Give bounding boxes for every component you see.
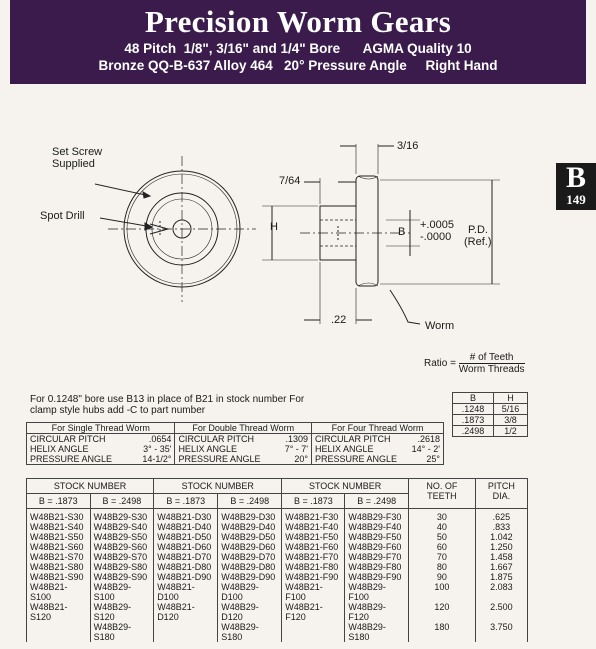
stock-number-header: STOCK NUMBER: [154, 479, 282, 494]
bh-cell: 1/2: [493, 426, 527, 437]
stock-number-cell: [282, 622, 345, 642]
set-screw-supplied-label: Supplied: [52, 158, 95, 170]
stock-number-cell: W48B29-S30: [90, 509, 154, 523]
stock-number-cell: W48B21-D30: [154, 509, 218, 523]
stock-number-cell: W48B29-D60: [218, 542, 282, 552]
stock-number-header: STOCK NUMBER: [27, 479, 154, 494]
single-thread-specs: [27, 434, 175, 465]
pitch-dia-cell: .833: [475, 522, 527, 532]
page-number: 149: [566, 192, 586, 207]
stock-number-cell: W48B21-D70: [154, 552, 218, 562]
stock-number-cell: W48B29-D70: [218, 552, 282, 562]
stock-number-cell: W48B29-D90: [218, 572, 282, 582]
teeth-cell: 180: [409, 622, 476, 642]
pitch-diameter-label: P.D.: [468, 224, 488, 236]
stock-number-cell: W48B21-F30: [282, 509, 345, 523]
spec-value: 14-1/2°: [142, 454, 172, 464]
stock-number-cell: [154, 622, 218, 642]
teeth-cell: 30: [409, 509, 476, 523]
stock-number-cell: W48B29-F40: [345, 522, 409, 532]
spec-label: HELIX ANGLE: [30, 444, 89, 454]
stock-number-cell: W48B21-S80: [27, 562, 91, 572]
stock-number-cell: W48B21-F70: [282, 552, 345, 562]
material-spec: Bronze QQ-B-637 Alloy 464: [98, 58, 273, 73]
bore-b-label: B: [398, 226, 406, 238]
spec-value: 20°: [294, 454, 309, 464]
width-3-16-label: 3/16: [397, 140, 419, 152]
bh-cell: 3/8: [493, 415, 527, 426]
pitch-dia-cell: 2.500: [475, 602, 527, 622]
stock-number-cell: W48B29-F70: [345, 552, 409, 562]
stock-number-cell: W48B29-D80: [218, 562, 282, 572]
single-thread-title: For Single Thread Worm: [27, 423, 175, 434]
gear-front-view: [95, 156, 256, 302]
stock-number-cell: W48B21-D100: [154, 582, 218, 602]
spec-label: CIRCULAR PITCH: [178, 434, 254, 444]
hub-7-64-label: 7/64: [279, 175, 301, 187]
teeth-header: NO. OF TEETH: [409, 479, 476, 509]
stock-number-cell: W48B29-S120: [90, 602, 154, 622]
stock-number-cell: W48B21-F50: [282, 532, 345, 542]
four-thread-title: For Four Thread Worm: [312, 423, 444, 434]
stock-number-cell: W48B21-D60: [154, 542, 218, 552]
header-line-1: [10, 40, 586, 57]
spot-drill-label: Spot Drill: [40, 210, 85, 222]
bore-2498-header: B = .2498: [90, 494, 154, 509]
bh-cell: .2498: [453, 426, 494, 437]
stock-number-cell: [27, 622, 91, 642]
spec-label: PRESSURE ANGLE: [178, 454, 261, 464]
gear-drawing: [0, 84, 596, 354]
table-row: [453, 404, 528, 415]
stock-number-cell: W48B29-D40: [218, 522, 282, 532]
pitch-dia-header: PITCH DIA.: [475, 479, 527, 509]
table-row: [27, 542, 528, 552]
table-row: [27, 562, 528, 572]
pitch-dia-cell: .625: [475, 509, 527, 523]
stock-number-cell: W48B21-S50: [27, 532, 91, 542]
pitch-dia-cell: 2.083: [475, 582, 527, 602]
bh-header-b: B: [453, 393, 494, 404]
bore-1873-header: B = .1873: [282, 494, 345, 509]
spec-value: 3° - 35': [143, 444, 172, 454]
page-title: Precision Worm Gears: [144, 4, 452, 39]
stock-number-cell: W48B21-D40: [154, 522, 218, 532]
spec-label: CIRCULAR PITCH: [30, 434, 106, 444]
spec-label: PRESSURE ANGLE: [315, 454, 398, 464]
gear-side-view: [262, 144, 500, 324]
pitch-dia-cell: 1.250: [475, 542, 527, 552]
stock-number-cell: W48B29-S60: [90, 542, 154, 552]
table-row: [27, 552, 528, 562]
table-row: [27, 509, 528, 523]
stock-number-header: STOCK NUMBER: [282, 479, 409, 494]
double-thread-title: For Double Thread Worm: [175, 423, 312, 434]
bore-1873-header: B = .1873: [27, 494, 91, 509]
ratio-formula: [424, 352, 525, 375]
teeth-cell: 120: [409, 602, 476, 622]
stock-number-cell: W48B21-D90: [154, 572, 218, 582]
stock-number-cell: W48B21-F100: [282, 582, 345, 602]
stock-number-cell: W48B21-S60: [27, 542, 91, 552]
table-row: [453, 415, 528, 426]
table-row: [27, 532, 528, 542]
spec-label: PRESSURE ANGLE: [30, 454, 113, 464]
spec-value: .0654: [148, 434, 172, 444]
tolerance-minus: -.0000: [420, 231, 452, 243]
ratio-numerator: # of Teeth: [459, 352, 525, 364]
hand-spec: Right Hand: [425, 58, 498, 73]
bore-2498-header: B = .2498: [345, 494, 409, 509]
stock-number-cell: W48B29-F30: [345, 509, 409, 523]
teeth-cell: 40: [409, 522, 476, 532]
spec-label: HELIX ANGLE: [178, 444, 237, 454]
pitch-dia-cell: 1.458: [475, 552, 527, 562]
stock-number-cell: W48B21-F120: [282, 602, 345, 622]
spec-value: 14° - 2': [411, 444, 440, 454]
double-thread-specs: [175, 434, 312, 465]
bore-hub-table: [452, 392, 528, 437]
stock-number-cell: W48B21-F40: [282, 522, 345, 532]
stock-number-cell: W48B21-S120: [27, 602, 91, 622]
worm-label: Worm: [425, 320, 455, 332]
stock-number-cell: W48B29-S180: [345, 622, 409, 642]
stock-number-cell: W48B29-D100: [218, 582, 282, 602]
stock-number-cell: W48B29-F120: [345, 602, 409, 622]
pitch-dia-cell: 3.750: [475, 622, 527, 642]
stock-number-cell: W48B21-S70: [27, 552, 91, 562]
stock-number-cell: W48B21-D120: [154, 602, 218, 622]
section-letter: B: [565, 161, 586, 194]
stock-number-cell: W48B21-F60: [282, 542, 345, 552]
table-row: [27, 572, 528, 582]
stock-number-table: [26, 478, 528, 642]
stock-number-cell: W48B29-F100: [345, 582, 409, 602]
stock-number-cell: W48B29-D50: [218, 532, 282, 542]
stock-number-cell: W48B29-S70: [90, 552, 154, 562]
stock-number-cell: W48B21-F80: [282, 562, 345, 572]
ratio-denominator: Worm Threads: [458, 364, 525, 375]
offset-22-label: .22: [331, 314, 347, 326]
stock-number-cell: W48B21-D80: [154, 562, 218, 572]
teeth-cell: 50: [409, 532, 476, 542]
stock-number-cell: W48B29-D120: [218, 602, 282, 622]
table-row: [27, 582, 528, 602]
stock-number-cell: W48B29-F90: [345, 572, 409, 582]
stock-number-cell: W48B21-S30: [27, 509, 91, 523]
stock-number-cell: W48B29-S40: [90, 522, 154, 532]
stock-number-cell: W48B21-F90: [282, 572, 345, 582]
stock-number-cell: W48B21-S90: [27, 572, 91, 582]
bh-cell: 5/16: [493, 404, 527, 415]
teeth-cell: 100: [409, 582, 476, 602]
ratio-fraction: [459, 352, 525, 375]
spec-value: .1309: [285, 434, 309, 444]
stock-number-cell: W48B29-S180: [218, 622, 282, 642]
spec-value: 7° - 7': [284, 444, 309, 454]
pressure-angle-spec: 20° Pressure Angle: [284, 58, 407, 73]
ordering-note: For 0.1248" bore use B13 in place of B21 in stock number For clamp style hubs add -C to part number: [30, 394, 305, 416]
table-row: [453, 426, 528, 437]
stock-number-cell: W48B29-F80: [345, 562, 409, 572]
pitch-dia-cell: 1.667: [475, 562, 527, 572]
page-header: [10, 0, 586, 84]
stock-number-cell: W48B29-D30: [218, 509, 282, 523]
spec-label: CIRCULAR PITCH: [315, 434, 391, 444]
pitch-dia-cell: 1.875: [475, 572, 527, 582]
spec-value: 25°: [426, 454, 440, 464]
four-thread-specs: [312, 434, 444, 465]
bh-header-h: H: [493, 393, 527, 404]
table-row: [27, 602, 528, 622]
stock-number-cell: W48B29-S80: [90, 562, 154, 572]
stock-number-cell: W48B29-S180: [90, 622, 154, 642]
stock-number-cell: W48B21-D50: [154, 532, 218, 542]
bore-2498-header: B = .2498: [218, 494, 282, 509]
stock-number-cell: W48B21-S40: [27, 522, 91, 532]
teeth-cell: 90: [409, 572, 476, 582]
tolerance-plus: +.0005: [420, 219, 454, 231]
bh-cell: .1873: [453, 415, 494, 426]
pitch-diameter-ref-label: (Ref.): [464, 236, 492, 248]
spec-label: HELIX ANGLE: [315, 444, 374, 454]
table-row: [27, 622, 528, 642]
pitch-dia-cell: 1.042: [475, 532, 527, 542]
bore-1873-header: B = .1873: [154, 494, 218, 509]
spec-value: .2618: [417, 434, 440, 444]
stock-number-cell: W48B21-S100: [27, 582, 91, 602]
teeth-cell: 60: [409, 542, 476, 552]
ratio-label: Ratio =: [424, 358, 456, 370]
bh-cell: .1248: [453, 404, 494, 415]
stock-number-cell: W48B29-S90: [90, 572, 154, 582]
stock-number-cell: W48B29-F60: [345, 542, 409, 552]
bore-spec: 48 Pitch 1/8", 3/16" and 1/4" Bore: [124, 41, 341, 56]
teeth-cell: 80: [409, 562, 476, 572]
table-row: [27, 522, 528, 532]
quality-spec: AGMA Quality 10: [362, 41, 472, 56]
stock-number-cell: W48B29-S50: [90, 532, 154, 542]
stock-number-cell: W48B29-F50: [345, 532, 409, 542]
set-screw-label: Set Screw: [52, 146, 103, 158]
stock-number-cell: W48B29-S100: [90, 582, 154, 602]
worm-spec-table: [26, 422, 444, 465]
teeth-cell: 70: [409, 552, 476, 562]
header-line-2: [10, 57, 586, 74]
hub-h-label: H: [270, 221, 278, 233]
stock-table-body: [27, 509, 528, 643]
